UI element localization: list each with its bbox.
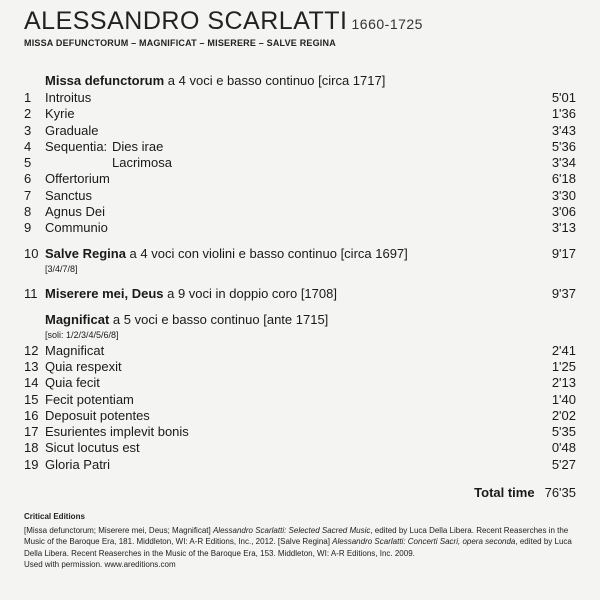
track-number: 16 xyxy=(24,407,39,423)
track-number: 1 xyxy=(24,90,32,105)
track-row xyxy=(24,171,576,187)
track-row xyxy=(24,155,576,171)
footer-heading: Critical Editions xyxy=(24,512,85,521)
track-row xyxy=(24,90,576,106)
track-row xyxy=(24,343,576,359)
track-number: 9 xyxy=(24,220,32,236)
track-title: Gloria Patri xyxy=(45,456,111,472)
track-number: 12 xyxy=(24,342,39,358)
work-title: Salve Regina xyxy=(45,245,126,261)
track-number: 15 xyxy=(24,391,39,407)
track-time: 1'40 xyxy=(551,391,576,407)
track-title: Introitus xyxy=(45,90,92,105)
track-number: 5 xyxy=(24,155,32,171)
critical-editions xyxy=(24,511,580,571)
track-time: 3'30 xyxy=(551,187,576,203)
total-label: Total time xyxy=(474,485,535,500)
track-row xyxy=(24,220,576,236)
work-title: Magnificat xyxy=(45,311,110,327)
track-title: Sicut locutus est xyxy=(45,440,140,456)
track-number: 10 xyxy=(24,245,39,261)
track-number: 4 xyxy=(24,138,32,154)
track-row xyxy=(24,408,576,424)
citation-title: Alessandro Scarlatti: Concerti Sacri, opera seconda xyxy=(332,537,516,546)
track-row xyxy=(24,123,576,139)
composer-years: 1660-1725 xyxy=(351,16,423,32)
track-subtitle: Dies irae xyxy=(112,138,164,154)
track-number: 8 xyxy=(24,204,32,220)
track-time: 3'43 xyxy=(551,122,576,138)
track-time: 1'25 xyxy=(551,358,576,374)
composer-title xyxy=(24,6,423,39)
track-time: 2'02 xyxy=(551,407,576,423)
track-number: 17 xyxy=(24,424,39,440)
work-title: Miserere mei, Deus xyxy=(45,285,164,301)
track-row xyxy=(24,204,576,220)
footer-permission: Used with permission. www.areditions.com xyxy=(24,560,176,569)
track-row xyxy=(24,457,576,473)
track-time: 2'13 xyxy=(551,375,576,391)
track-number: 3 xyxy=(24,122,32,138)
track-title: Agnus Dei xyxy=(45,204,105,220)
track-time: 3'06 xyxy=(551,204,576,220)
missa-track-list xyxy=(24,90,576,237)
work-desc: a 4 voci con violini e basso continuo [circa 1697] xyxy=(125,245,408,261)
track-number: 7 xyxy=(24,187,32,203)
track-row xyxy=(24,424,576,440)
track-time: 9'37 xyxy=(551,285,576,301)
track-title: Fecit potentiam xyxy=(45,391,134,407)
work-note: [3/4/7/8] xyxy=(45,263,78,274)
track-number: 18 xyxy=(24,440,39,456)
track-number: 2 xyxy=(24,106,32,122)
track-row xyxy=(24,106,576,122)
album-subtitle: MISSA DEFUNCTORUM – MAGNIFICAT – MISERERE – SALVE REGINA xyxy=(24,38,336,48)
track-time: 6'18 xyxy=(551,171,576,187)
track-time: 3'34 xyxy=(551,155,576,171)
track-title: Esurientes implevit bonis xyxy=(45,424,189,440)
composer-name: ALESSANDRO SCARLATTI xyxy=(24,7,348,35)
track-title: Graduale xyxy=(45,122,99,138)
track-title: Kyrie xyxy=(45,106,75,122)
track-time: 5'35 xyxy=(551,424,576,440)
track-number: 6 xyxy=(24,171,32,187)
track-title: Quia fecit xyxy=(45,375,100,391)
track-number: 13 xyxy=(24,358,39,374)
track-row xyxy=(24,285,576,303)
work-title: Missa defunctorum xyxy=(45,73,165,88)
track-time: 0'48 xyxy=(551,440,576,456)
track-time: 5'01 xyxy=(551,90,576,105)
track-row xyxy=(24,440,576,456)
footer-citation xyxy=(24,525,580,560)
magnificat-track-list xyxy=(24,343,576,473)
track-number: 14 xyxy=(24,375,39,391)
track-title: Communio xyxy=(45,220,108,236)
track-row xyxy=(24,359,576,375)
track-time: 5'36 xyxy=(551,138,576,154)
work-heading-missa xyxy=(24,72,576,90)
track-row xyxy=(24,188,576,204)
track-title: Sanctus xyxy=(45,187,92,203)
track-time: 9'17 xyxy=(551,245,576,261)
track-time: 5'27 xyxy=(551,456,576,472)
work-note: [soli: 1/2/3/4/5/6/8] xyxy=(45,329,119,340)
track-subtitle: Lacrimosa xyxy=(112,155,172,171)
track-row xyxy=(24,139,576,155)
track-time: 2'41 xyxy=(551,342,576,358)
track-title: Sequentia: xyxy=(45,138,108,154)
track-row xyxy=(24,392,576,408)
work-heading-magnificat xyxy=(24,311,576,329)
track-title: Quia respexit xyxy=(45,358,122,374)
work-desc: a 5 voci e basso continuo [ante 1715] xyxy=(109,311,329,327)
track-number: 11 xyxy=(24,285,38,301)
track-time: 3'13 xyxy=(551,220,576,236)
citation-title: Alessandro Scarlatti: Selected Sacred Music xyxy=(212,525,371,535)
work-desc: a 4 voci e basso continuo [circa 1717] xyxy=(164,73,386,88)
total-value: 76'35 xyxy=(544,485,576,500)
citation-text: , edited by Luca Della Libera. Recent Reaserches in the Music of the Baroque Era, 153. Middleton, WI: A-R Editions, Inc. 2009. xyxy=(24,537,572,558)
track-time: 1'36 xyxy=(551,106,576,122)
track-title: Deposuit potentes xyxy=(45,407,150,423)
tracklist xyxy=(24,72,576,473)
total-time xyxy=(474,485,576,500)
track-title: Offertorium xyxy=(45,171,110,187)
track-title: Magnificat xyxy=(45,342,105,358)
track-row xyxy=(24,245,576,263)
citation-text: , edited by Luca Della Libera. Recent Reaserches in the Music of the Baroque Era, 181. Middleton, WI: A-R Editions, Inc., 2012. [Salve Regina] xyxy=(24,525,569,546)
work-desc: a 9 voci in doppio coro [1708] xyxy=(163,285,337,301)
track-number: 19 xyxy=(24,456,39,472)
track-row xyxy=(24,375,576,391)
citation-text: [Missa defunctorum; Miserere mei, Deus; Magnificat] xyxy=(24,525,213,535)
